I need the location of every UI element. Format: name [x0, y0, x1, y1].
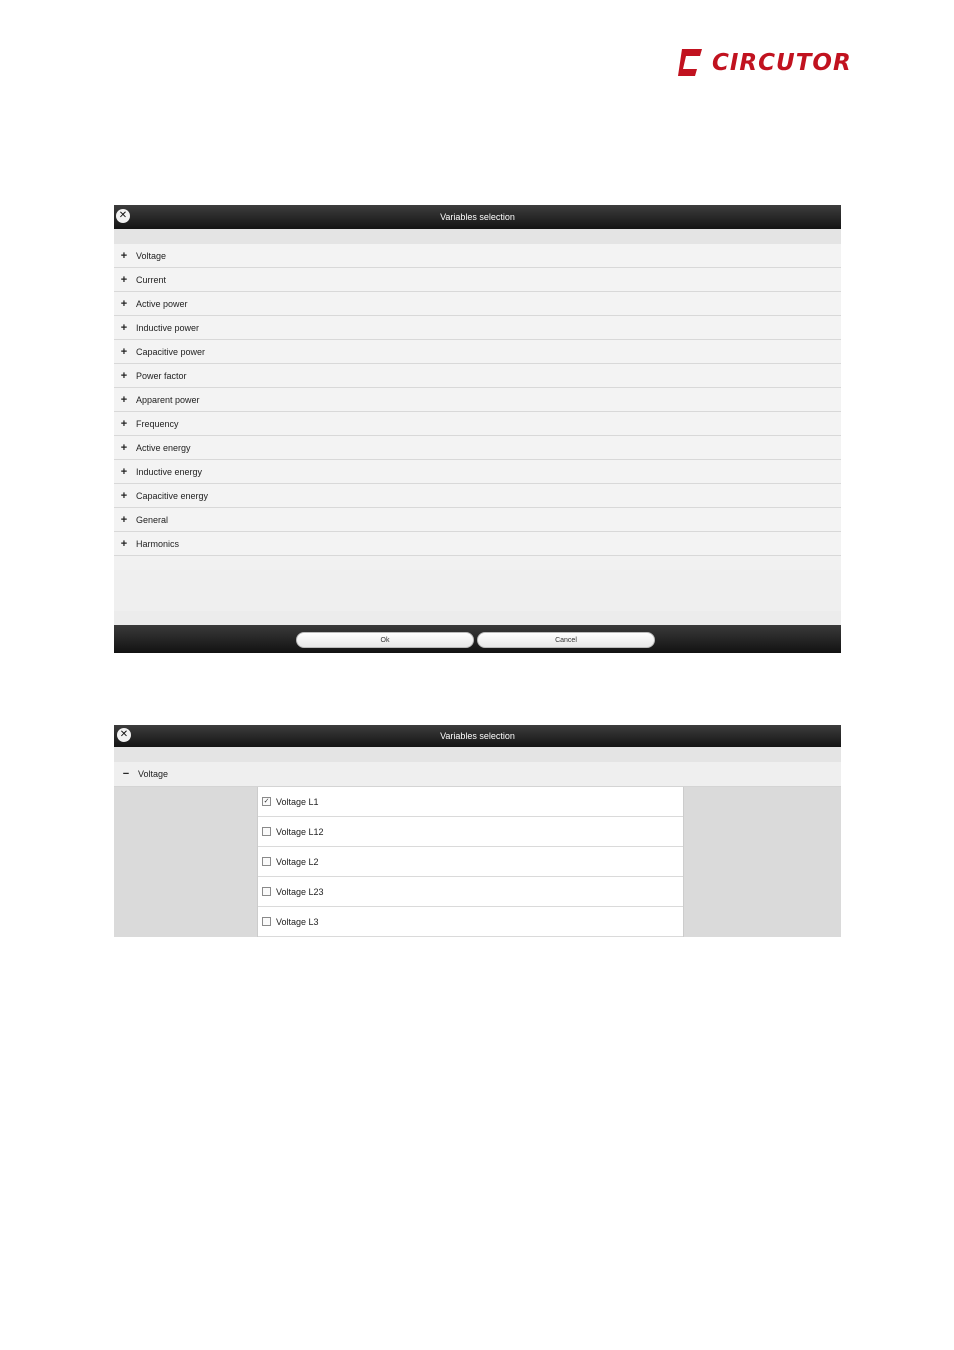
variable-option[interactable]	[258, 847, 683, 877]
checkbox[interactable]	[262, 857, 271, 866]
collapse-icon[interactable]: −	[122, 768, 130, 780]
option-label: Voltage L2	[276, 856, 319, 867]
header-strip	[114, 229, 841, 244]
circutor-logo-icon	[676, 47, 706, 79]
dialog-title: Variables selection	[440, 731, 515, 741]
category-label: Power factor	[136, 370, 187, 381]
category-row[interactable]	[114, 484, 841, 508]
category-label: Active power	[136, 298, 188, 309]
option-label: Voltage L23	[276, 886, 324, 897]
expand-icon[interactable]: +	[120, 249, 128, 262]
expand-icon[interactable]: +	[120, 321, 128, 334]
checkbox[interactable]	[262, 917, 271, 926]
cancel-button[interactable]: Cancel	[477, 632, 655, 648]
category-label: Apparent power	[136, 394, 200, 405]
category-label: Harmonics	[136, 538, 180, 549]
dialog-footer	[114, 625, 841, 653]
category-label: Inductive power	[136, 322, 200, 333]
expand-icon[interactable]: +	[120, 297, 128, 310]
expand-icon[interactable]: +	[120, 393, 128, 406]
header-strip	[114, 747, 841, 762]
voltage-option-list	[257, 787, 684, 937]
brand-name: CIRCUTOR	[712, 50, 852, 76]
expand-icon[interactable]: +	[120, 465, 128, 478]
variables-selection-dialog	[114, 205, 841, 653]
expand-icon[interactable]: +	[120, 369, 128, 382]
dialog-title: Variables selection	[440, 212, 515, 222]
expand-icon[interactable]: +	[120, 273, 128, 286]
circutor-logo	[676, 46, 852, 80]
variable-option[interactable]	[258, 817, 683, 847]
checkbox[interactable]	[262, 827, 271, 836]
dialog-titlebar	[114, 205, 841, 229]
category-row[interactable]	[114, 532, 841, 556]
option-label: Voltage L1	[276, 796, 319, 807]
expand-icon[interactable]: +	[120, 513, 128, 526]
group-label: Voltage	[138, 769, 169, 779]
category-row[interactable]	[114, 340, 841, 364]
category-label: Current	[136, 274, 167, 285]
category-row[interactable]	[114, 436, 841, 460]
category-label: Capacitive power	[136, 346, 206, 357]
expand-icon[interactable]: +	[120, 441, 128, 454]
variable-option[interactable]	[258, 877, 683, 907]
category-list	[114, 244, 841, 556]
ok-button[interactable]: Ok	[296, 632, 474, 648]
close-icon[interactable]: ✕	[116, 209, 130, 223]
empty-area	[114, 570, 841, 625]
dialog-titlebar	[114, 725, 841, 747]
left-padding	[114, 787, 257, 937]
expand-icon[interactable]: +	[120, 537, 128, 550]
category-row[interactable]	[114, 244, 841, 268]
variables-selection-dialog-expanded	[114, 725, 841, 937]
category-row[interactable]	[114, 412, 841, 436]
checkbox[interactable]: ✓	[263, 798, 270, 805]
expand-icon[interactable]: +	[120, 417, 128, 430]
category-label: Frequency	[136, 418, 179, 429]
category-row[interactable]	[114, 316, 841, 340]
group-voltage[interactable]	[114, 762, 841, 787]
variable-option[interactable]	[258, 787, 683, 817]
category-label: Voltage	[136, 250, 167, 261]
category-row[interactable]	[114, 292, 841, 316]
close-icon[interactable]: ✕	[117, 728, 131, 742]
expand-icon[interactable]: +	[120, 489, 128, 502]
right-padding	[684, 787, 841, 937]
category-label: General	[136, 514, 169, 525]
option-label: Voltage L12	[276, 826, 324, 837]
category-row[interactable]	[114, 268, 841, 292]
category-row[interactable]	[114, 460, 841, 484]
checkbox[interactable]	[262, 887, 271, 896]
category-label: Active energy	[136, 442, 191, 453]
category-label: Inductive energy	[136, 466, 203, 477]
category-row[interactable]	[114, 508, 841, 532]
voltage-options	[114, 787, 841, 937]
category-label: Capacitive energy	[136, 490, 209, 501]
category-row[interactable]	[114, 364, 841, 388]
option-label: Voltage L3	[276, 916, 319, 927]
expand-icon[interactable]: +	[120, 345, 128, 358]
variable-option[interactable]	[258, 907, 683, 937]
category-row[interactable]	[114, 388, 841, 412]
